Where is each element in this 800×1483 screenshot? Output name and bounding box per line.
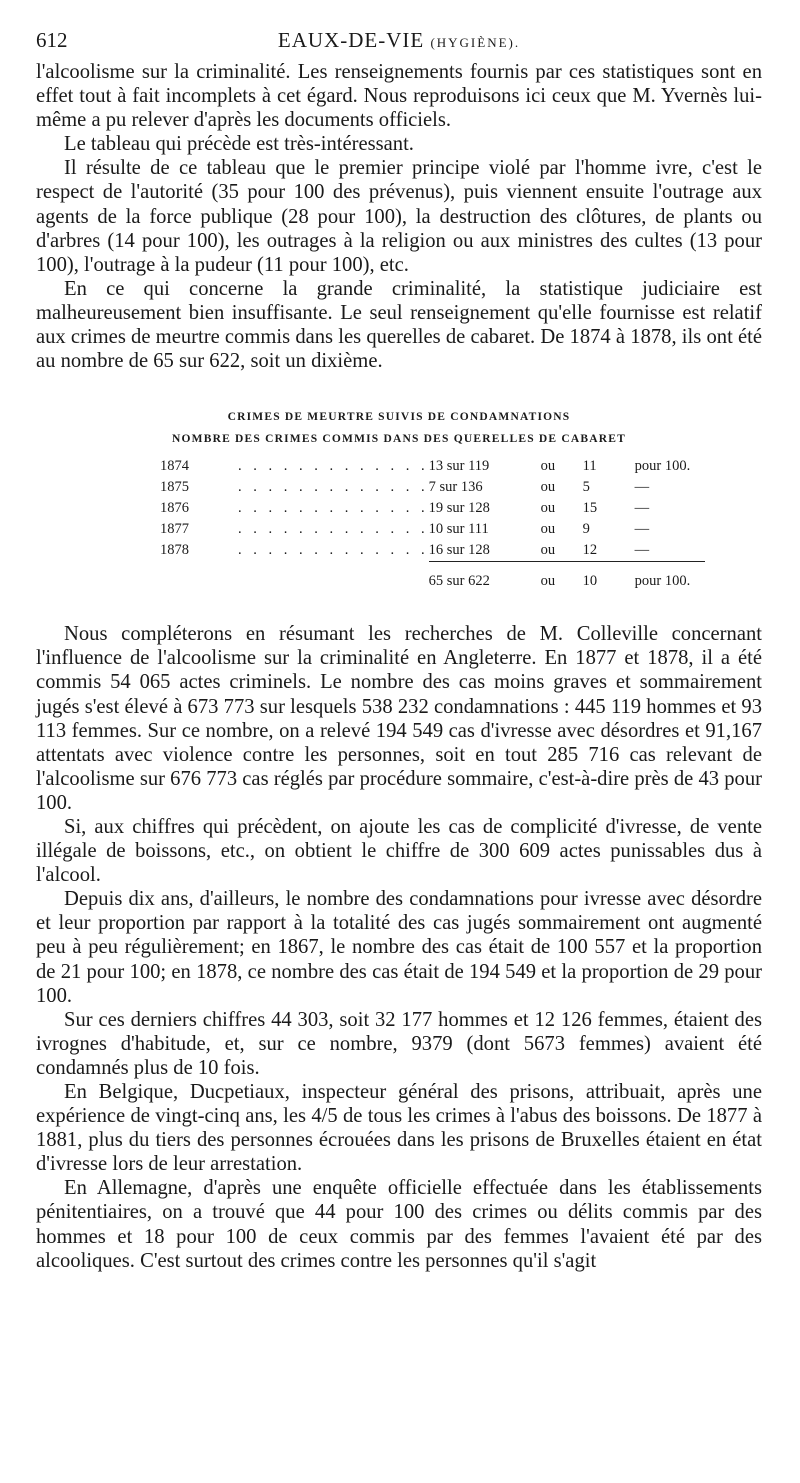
- rate-cell: —: [634, 500, 650, 517]
- paragraph: Depuis dix ans, d'ailleurs, le nombre des condamnations pour ivresse avec désordre et leur proportion par rapport à la totalité des cas jugés sommairement ont augmenté peu à peu régulièrement; en 1867, le nombre des cas était de 100 557 et la proportion de 21 pour 100; en 1878, ce nombre des cas était de 194 549 et la proportion de 29 pour 100.: [36, 888, 762, 1007]
- paragraph: Le tableau qui précède est très-intéressant.: [64, 133, 414, 156]
- leader-dots: . . . . . . . . . . . . .: [238, 542, 429, 559]
- percent-cell: 11: [582, 458, 597, 475]
- table-row: [160, 456, 705, 477]
- percent-cell: 15: [582, 500, 598, 517]
- total-ratio-cell: 65 sur 622: [429, 562, 541, 593]
- table-total-row: [160, 562, 705, 593]
- ratio-cell: 16 sur 128: [428, 542, 490, 559]
- ou-cell: ou: [540, 458, 556, 475]
- leader-dots: . . . . . . . . . . . . .: [238, 458, 429, 475]
- paragraph: Si, aux chiffres qui précèdent, on ajoute les cas de complicité d'ivresse, de vente illégale de boissons, etc., on obtient le chiffre de 300 609 actes punissables dus à l'alcool.: [36, 815, 762, 887]
- chapter-subtitle: (HYGIÈNE).: [430, 35, 521, 50]
- ratio-cell: 10 sur 111: [428, 521, 489, 538]
- rate-cell: —: [634, 542, 650, 559]
- table-subtitle: NOMBRE DES CRIMES COMMIS DANS DES QUERELLES DE CABARET: [172, 433, 626, 446]
- rate-cell: pour 100.: [634, 458, 691, 475]
- total-percent-cell: 10: [575, 562, 635, 593]
- ou-cell: ou: [540, 521, 556, 538]
- ratio-cell: 13 sur 119: [428, 458, 490, 475]
- crimes-table-block: [36, 406, 762, 592]
- paragraph: Il résulte de ce tableau que le premier principe violé par l'homme ivre, c'est le respect de l'autorité (35 pour 100 des prévenus), puis viennent ensuite l'outrage aux agents de la force publique (28 pour 100), la destruction des clôtures, de plants ou d'arbres (14 pour 100), les outrages à la religion ou aux ministres des cultes (13 pour 100), l'outrage à la pudeur (11 pour 100), etc.: [36, 157, 762, 276]
- year-cell: 1878: [160, 542, 189, 559]
- page-number: 612: [36, 28, 68, 52]
- paragraph: En Belgique, Ducpetiaux, inspecteur général des prisons, attribuait, après une expérience de vingt-cinq ans, les 4/5 de tous les crimes à l'abus des boissons. De 1877 à 1881, plus du tiers des personnes écrouées dans les prisons de Bruxelles étaient en état d'ivresse lors de leur arrestation.: [36, 1081, 762, 1176]
- percent-cell: 9: [582, 521, 590, 538]
- paragraph: En Allemagne, d'après une enquête officielle effectuée dans les établissements pénitentiaires, on a trouvé que 44 pour 100 des crimes ou délits commis par des hommes et 18 pour 100 de ceux commis par des femmes l'avaient été par des alcooliques. C'est surtout des crimes contre les personnes qu'il s'agit: [36, 1177, 762, 1272]
- ratio-cell: 7 sur 136: [428, 479, 483, 496]
- year-cell: 1874: [160, 458, 189, 475]
- leader-dots: . . . . . . . . . . . . .: [238, 521, 429, 538]
- ratio-cell: 19 sur 128: [428, 500, 490, 517]
- table-row: [160, 477, 705, 498]
- rate-cell: —: [634, 521, 650, 538]
- paragraph: En ce qui concerne la grande criminalité, la statistique judiciaire est malheureusement bien insuffisante. Le seul renseignement qu'elle fournisse est relatif aux crimes de meurtre commis dans les querelles de cabaret. De 1874 à 1878, ils ont été au nombre de 65 sur 622, soit un dixième.: [36, 277, 762, 373]
- body-text-bottom: [36, 622, 762, 1273]
- rate-cell: —: [634, 479, 650, 496]
- percent-cell: 5: [582, 479, 590, 496]
- table-row: [160, 540, 705, 562]
- leader-dots: . . . . . . . . . . . . .: [238, 500, 429, 517]
- body-text-top: [36, 60, 762, 373]
- paragraph: Sur ces derniers chiffres 44 303, soit 32 177 hommes et 12 126 femmes, étaient des ivrognes d'habitude, et, sur ce nombre, 9379 (dont 5673 femmes) avaient été condamnés plus de 10 fois.: [36, 1008, 762, 1079]
- ou-cell: ou: [540, 479, 556, 496]
- total-ou-cell: ou: [541, 562, 575, 593]
- table-row: [160, 498, 705, 519]
- total-rate-cell: pour 100.: [635, 562, 705, 593]
- year-cell: 1875: [160, 479, 189, 496]
- percent-cell: 12: [582, 542, 598, 559]
- table-row: [160, 519, 705, 540]
- crimes-table: [160, 456, 705, 592]
- paragraph: l'alcoolisme sur la criminalité. Les renseignements fournis par ces statistiques sont en effet tout à fait incomplets à cet égard. Nous reproduisons ici ceux que M. Yvernès lui-même a pu relever d'après les documents officiels.: [36, 61, 762, 132]
- leader-dots: . . . . . . . . . . . . .: [238, 479, 429, 496]
- ou-cell: ou: [540, 500, 556, 517]
- year-cell: 1877: [160, 521, 189, 538]
- running-head: [36, 28, 762, 60]
- table-title: CRIMES DE MEURTRE SUIVIS DE CONDAMNATIONS: [227, 411, 571, 424]
- chapter-title: EAUX-DE-VIE: [277, 28, 425, 52]
- year-cell: 1876: [160, 500, 189, 517]
- ou-cell: ou: [540, 542, 556, 559]
- paragraph: Nous compléterons en résumant les recherches de M. Colleville concernant l'influence de l'alcoolisme sur la criminalité en Angleterre. En 1877 et 1878, il a été commis 54 065 actes criminels. Le nombre des cas moins graves et sommairement jugés s'est élevé à 673 773 sur lesquels 538 232 condamnations : 445 119 hommes et 93 113 femmes. Sur ce nombre, on a relevé 194 549 cas d'ivresse avec désordres et 91,167 attentats avec violence contre les personnes, soit en tout 285 716 cas relevant de l'alcoolisme sur 676 773 cas réglés par procédure sommaire, c'est-à-dire près de 43 pour 100.: [36, 623, 762, 814]
- running-title: [36, 28, 762, 53]
